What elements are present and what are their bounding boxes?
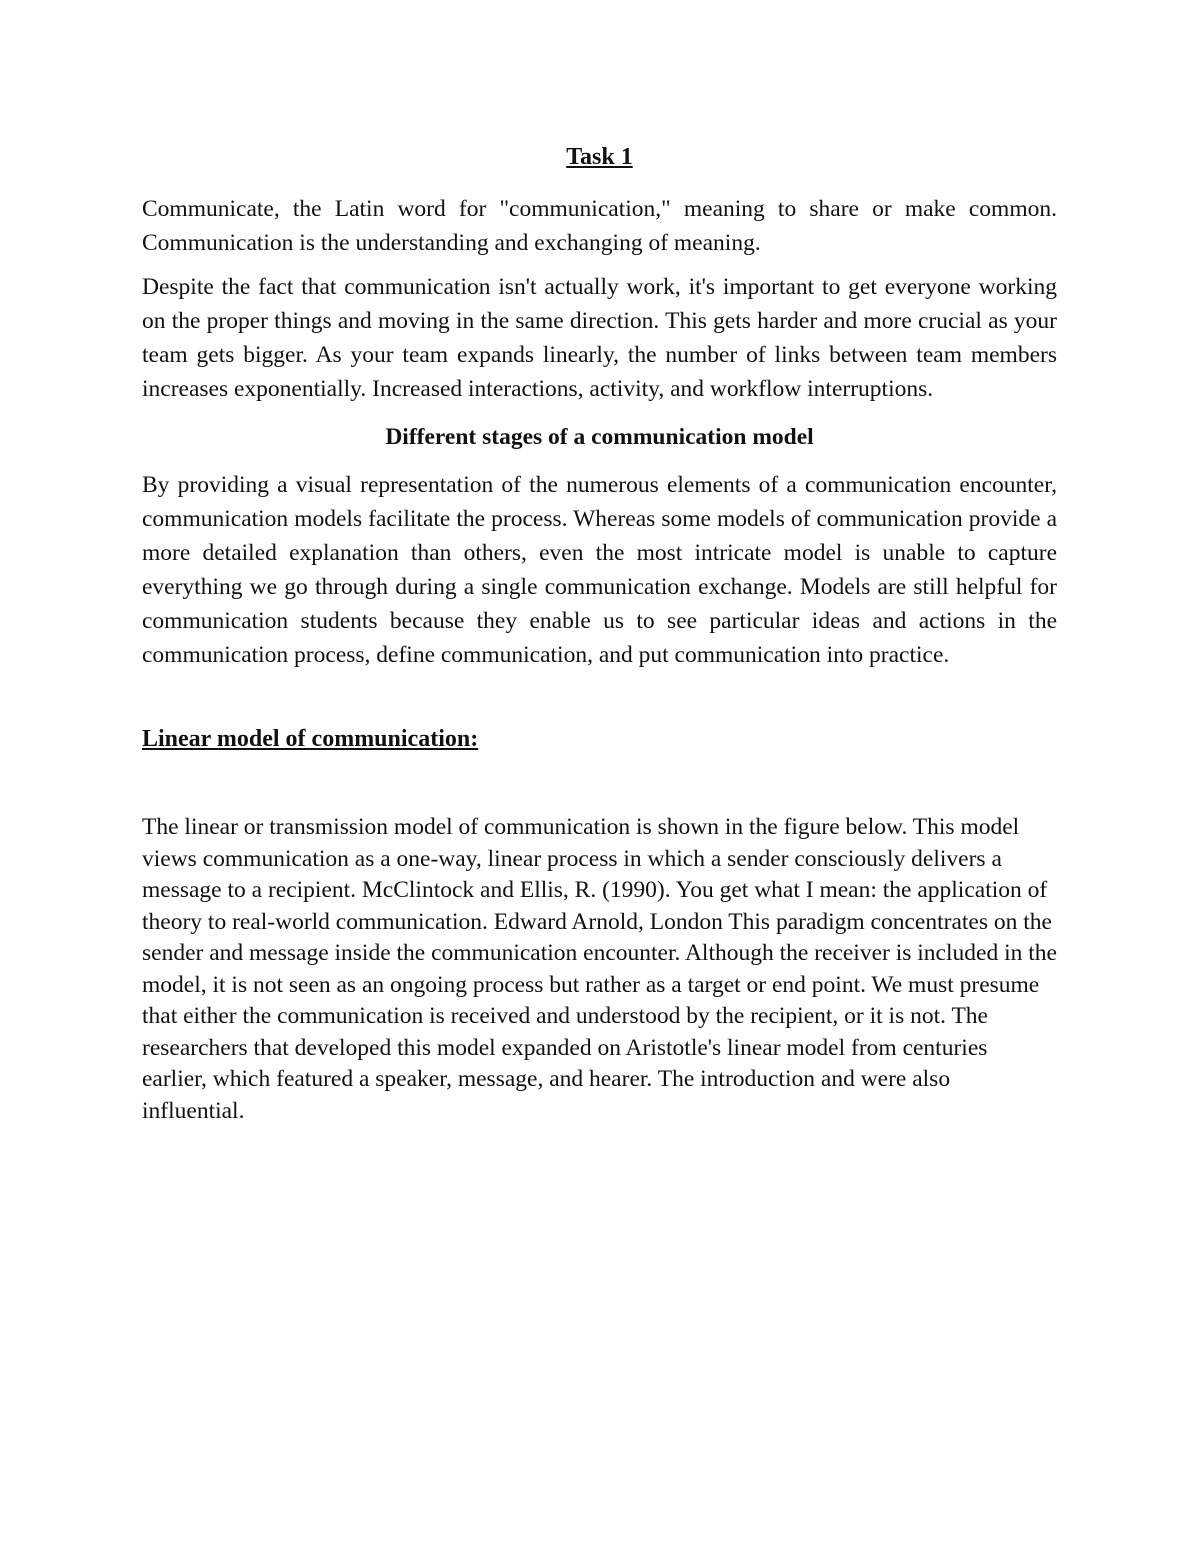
linear-model-heading: Linear model of communication:	[142, 726, 479, 752]
team-communication-paragraph: Despite the fact that communication isn't actually work, it's important to get everyone working on the proper things and moving in the same direction. This gets harder and more crucial as your team gets bigger. As your team expands linearly, the number of links between team members increases exponentially. Increased interactions, activity, and workflow interruptions.	[142, 274, 1057, 402]
linear-model-paragraph: The linear or transmission model of communication is shown in the figure below. This model views communication as a one-way, linear process in which a sender consciously delivers a message to a recipient. McClintock and Ellis, R. (1990). You get what I mean: the application of theory to real-world communication. Edward Arnold, London This paradigm concentrates on the sender and message inside the communication encounter. Although the receiver is included in the model, it is not seen as an ongoing process but rather as a target or end point. We must presume that either the communication is received and understood by the recipient, or it is not. The researchers that developed this model expanded on Aristotle's linear model from centuries earlier, which featured a speaker, message, and hearer. The introduction and were also influential.	[142, 814, 1057, 1124]
models-paragraph: By providing a visual representation of the numerous elements of a communication encounter, communication models facilitate the process. Whereas some models of communication provide a more detailed explanation than others, even the most intricate model is unable to capture everything we go through during a single communication exchange. Models are still helpful for communication students because they enable us to see particular ideas and actions in the communication process, define communication, and put communication into practice.	[142, 472, 1057, 668]
document-page	[142, 140, 1057, 1127]
stages-subheading: Different stages of a communication model	[385, 424, 814, 450]
document-title: Task 1	[566, 144, 633, 170]
intro-paragraph: Communicate, the Latin word for "communication," meaning to share or make common. Communication is the understanding and exchanging of meaning.	[142, 196, 1057, 256]
